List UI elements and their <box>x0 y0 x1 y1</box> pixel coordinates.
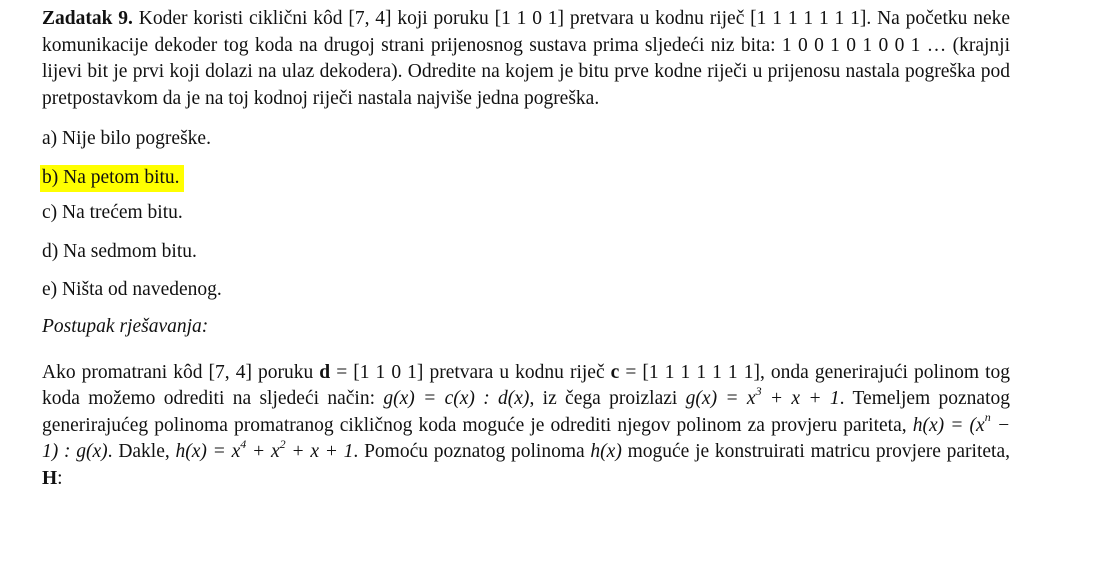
equation-h-ref: h(x) <box>590 441 622 462</box>
eq-part: − 1) : g(x) <box>42 414 1011 462</box>
eq-exponent: 3 <box>755 383 762 398</box>
solution-part: . Temeljem poznatog generirajućeg polinoma promatranog cikličnog koda moguće je odrediti njegov polinom za provjeru pariteta, <box>42 388 1011 436</box>
vector-d: d <box>319 361 331 383</box>
solution-part: Ako promatrani kôd [7, 4] poruku <box>42 361 320 383</box>
eq-part: h(x) = (x <box>912 414 985 436</box>
problem-text: Koder koristi ciklični kôd [7, 4] koji poruku [1 1 0 1] pretvara u kodnu riječ [1 1 1 1 1 1 1]. Na početku neke komunikacije dekoder tog koda na drugoj strani prijenosnog sustava prima sljedeći niz bita: 1 0 0 1 0 1 0 0 1 … (krajnji lijevi bit je prvi koji dolazi na ulaz dekodera). Odredite na kojem je bitu prve kodne riječi u prijenosu nastala pogreška pod pretpostavkom da je na toj kodnoj riječi nastala najviše jedna pogreška. <box>42 8 1011 109</box>
problem-heading: Zadatak 9. <box>42 8 133 29</box>
solution-text <box>42 360 1010 493</box>
vector-c: c <box>610 361 620 383</box>
solution-part: , iz čega proizlazi <box>529 388 686 409</box>
solution-part: = [1 1 1 1 1 1 1], onda generirajući polinom tog koda možemo odrediti na sljedeći način: <box>42 361 1010 409</box>
problem-statement <box>42 6 1010 112</box>
option-e: e) Ništa od navedenog. <box>42 279 222 300</box>
option-b <box>42 165 1010 192</box>
solution-part: : <box>57 467 63 489</box>
option-b-highlight: b) Na petom bitu. <box>40 165 184 192</box>
solution-part: moguće je konstruirati matricu provjere pariteta, <box>621 441 1010 462</box>
option-c: c) Na trećem bitu. <box>42 202 183 223</box>
solution-part: . Dakle, <box>107 441 176 462</box>
eq-part: g(x) = x <box>685 388 756 409</box>
option-d: d) Na sedmom bitu. <box>42 240 197 262</box>
eq-part: + x + 1 <box>285 441 354 462</box>
solution-part: . Pomoću poznatog polinoma <box>353 441 591 462</box>
eq-part: + x + 1 <box>761 388 840 409</box>
document-page <box>42 6 1010 512</box>
eq-exponent: 4 <box>240 436 247 451</box>
equation-h-result <box>175 436 354 462</box>
option-a: a) Nije bilo pogreške. <box>42 128 211 149</box>
solution-part: = [1 1 0 1] pretvara u kodnu riječ <box>330 361 611 383</box>
eq-part: h(x) = x <box>175 441 241 462</box>
procedure-heading: Postupak rješavanja: <box>42 315 209 337</box>
equation-g-definition: g(x) = c(x) : d(x) <box>383 388 530 409</box>
eq-exponent: 2 <box>279 436 286 451</box>
equation-g-result <box>685 383 840 409</box>
matrix-H: H <box>42 467 58 489</box>
eq-exponent: n <box>984 410 991 424</box>
eq-part: + x <box>246 441 280 462</box>
